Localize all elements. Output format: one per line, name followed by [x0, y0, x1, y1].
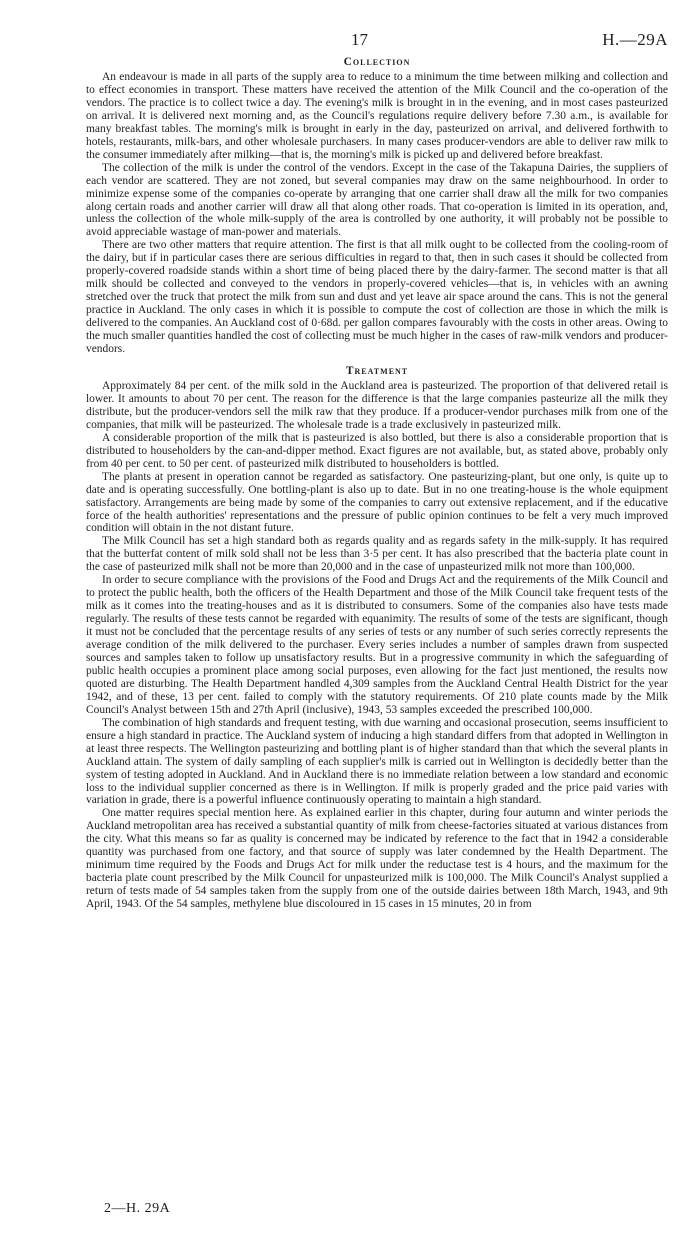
section-treatment	[86, 365, 668, 911]
treatment-paragraph-7: One matter requires special mention here. As explained earlier in this chapter, during four autumn and winter periods the Auckland metropolitan area has received a substantial quantity of milk from cheese-factories situated at various distances from the city. What this means so far as quality is concerned may be indicated by reference to the fact that in 1942 a considerable quantity was purchased from one factory, and that source of supply was later condemned by the Health Department. The minimum time required by the Foods and Drugs Act for milk under the reductase test is 4 hours, and the maximum for the bacteria plate count prescribed by the Milk Council for unpasteurized milk is 100,000. The Milk Council's Analyst supplied a return of tests made of 54 samples taken from the supply from one of the outside dairies between 18th March, 1943, and 9th April, 1943. Of the 54 samples, methylene blue discoloured in 15 cases in 15 minutes, 20 in from	[86, 807, 668, 911]
section-title-collection: Collection	[343, 56, 411, 68]
page-number: 17	[351, 30, 368, 49]
treatment-paragraph-2: A considerable proportion of the milk that is pasteurized is also bottled, but there is also a considerable proportion that is distributed to householders by the can-and-dipper method. Exact figures are not available, but, as stated above, probably only from 40 per cent. to 50 per cent. of pasteurized milk distributed to householders is bottled.	[86, 431, 668, 470]
page-footer-signature: 2—H. 29A	[104, 1201, 171, 1216]
section-collection	[86, 56, 668, 356]
treatment-paragraph-3: The plants at present in operation cannot be regarded as satisfactory. One pasteurizing-plant, but one only, is quite up to date and is operating successfully. One bottling-plant is also up to date. But in no one treating-house is the whole equipment satisfactory. Arrangements are being made by some of the companies to carry out extensive replacement, and if the educative force of the health authorities' representations and the pressure of public opinion continues to be felt a very much improved condition will obtain in the not distant future.	[86, 470, 668, 535]
treatment-paragraph-4: The Milk Council has set a high standard both as regards quality and as regards safety in the milk-supply. It has required that the butterfat content of milk sold shall not be less than 3·5 per cent. It has also prescribed that the bacteria plate count in the case of pasteurized milk shall not be more than 20,000 and in the case of unpasteurized milk not more than 100,000.	[86, 535, 668, 574]
collection-paragraph-3: There are two other matters that require attention. The first is that all milk ought to be collected from the cooling-room of the dairy, but if in particular cases there are serious difficulties in regard to that, then in such cases it should be collected from properly-covered roadside stands within a short time of being placed there by the dairy-farmer. The second matter is that all milk should be collected and conveyed to the vendors in properly-covered vehicles—that is, in vehicles with an awning stretched over the truck that protect the milk from sun and dust and yet leave air space around the cans. This is not the general practice in Auckland. The only cases in which it is possible to compute the cost of collection are those in which the milk is delivered to the companies. An Auckland cost of 0·68d. per gallon compares favourably with the costs in other areas. Owing to the much smaller quantities handled the cost of collecting must be much higher in the cases of raw-milk vendors and producer-vendors.	[86, 239, 668, 356]
treatment-paragraph-6: The combination of high standards and frequent testing, with due warning and occasional prosecution, seems insufficient to ensure a high standard in practice. The Auckland system of inducing a high standard differs from that adopted in Wellington in at least three respects. The Wellington pasteurizing and bottling plant is of higher standard than that which the several plants in Auckland attain. The system of daily sampling of each supplier's milk is carried out in Wellington is decidedly better than the system of testing adopted in Auckland. And in Auckland there is no immediate relation between a low standard and economic loss to the individual supplier concerned as there is in Wellington. If milk is properly graded and the price paid varies with variation in grade, there is a powerful influence continuously operating to maintain a high standard.	[86, 716, 668, 807]
document-code: H.—29A	[602, 30, 668, 49]
collection-paragraph-1: An endeavour is made in all parts of the supply area to reduce to a minimum the time between milking and collection and to effect economies in transport. These matters have received the attention of the Milk Council and the co-operation of the vendors. The practice is to collect twice a day. The evening's milk is brought in in the evening, and in most cases pasteurized on arrival. It is delivered next morning and, as the Council's regulations require delivery before 7.30 a.m., is available for many breakfast tables. The morning's milk is brought in early in the day, pasteurized on arrival, and delivered forthwith to hotels, restaurants, milk-bars, and other wholesale purchasers. In many cases producer-vendors are able to deliver raw milk to the consumer immediately after milking—that is, the morning's milk is picked up and delivered before breakfast.	[86, 71, 668, 161]
treatment-paragraph-1: Approximately 84 per cent. of the milk sold in the Auckland area is pasteurized. The proportion of that delivered retail is lower. It amounts to about 70 per cent. The reason for the difference is that the large companies pasteurize all the milk they distribute, but the producer-vendors sell the milk raw that they produce. If a producer-vendor purchases milk from one of the companies, that milk will be pasteurized. The wholesale trade is a trade exclusively in pasteurized milk.	[86, 379, 668, 431]
treatment-paragraph-5: In order to secure compliance with the provisions of the Food and Drugs Act and the requirements of the Milk Council and to protect the public health, both the officers of the Health Department and those of the Milk Council take frequent tests of the milk as it comes into the treating-houses and as it is distributed to consumers. Some of the companies also have tests made regularly. The results of these tests cannot be regarded with equanimity. The results of some of the tests are significant, though it must not be concluded that the percentage results of any series of tests or any number of such series correctly represents the average condition of the milk delivered to the purchaser. Every series includes a number of samples drawn from suspected sources and samples taken to follow up unsatisfactory results. But in a progressive community in which the safeguarding of public health occupies a prominent place among social purposes, even allowing for the fact just mentioned, the results now quoted are disturbing. The Health Department handled 4,309 samples from the Auckland Central Health District for the year 1942, and of these, 13 per cent. failed to comply with the statutory requirements. Of 210 plate counts made by the Milk Council's Analyst between 15th and 27th April (inclusive), 1943, 53 samples exceeded the prescribed 100,000.	[86, 574, 668, 716]
document-page	[86, 30, 668, 1220]
section-title-treatment: Treatment	[345, 364, 409, 377]
page-header	[86, 30, 668, 56]
collection-paragraph-2: The collection of the milk is under the control of the vendors. Except in the case of the Takapuna Dairies, the suppliers of each vendor are scattered. They are not zoned, but several companies may draw on the same neighbourhood. In order to minimize expense some of the companies co-operate by arranging that one carrier shall draw all the milk for two companies along certain roads and another carrier will draw all that along other roads. That co-operation is limited in its operation, and, unless the collection of the whole milk-supply of the area is controlled by one authority, it will probably not be possible to avoid appreciable wastage of man-power and materials.	[86, 161, 668, 239]
